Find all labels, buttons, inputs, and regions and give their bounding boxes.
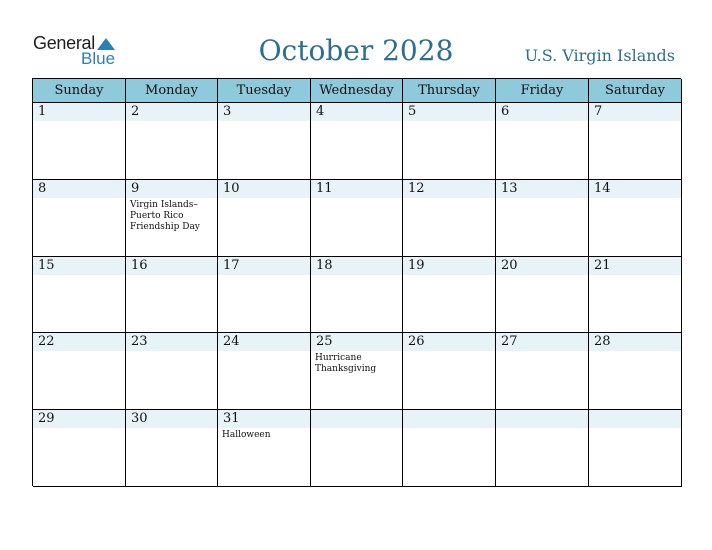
day-header-band (311, 410, 402, 428)
day-number: 16 (131, 258, 148, 273)
day-number: 27 (501, 334, 518, 349)
day-number: 5 (408, 104, 417, 119)
weekday-header: Thursday (403, 79, 496, 103)
day-header-band (403, 410, 495, 428)
day-header-band (33, 103, 125, 121)
day-cell (589, 333, 682, 410)
day-number: 7 (594, 104, 603, 119)
day-cell (218, 180, 311, 257)
day-header-band (311, 103, 402, 121)
day-header-band (126, 103, 217, 121)
day-cell (126, 257, 218, 333)
weekday-header: Friday (496, 79, 589, 103)
day-cell (33, 410, 126, 487)
day-cell (311, 180, 403, 257)
holiday-label: Hurricane Thanksgiving (315, 353, 377, 374)
day-cell (311, 103, 403, 180)
day-header-band (403, 103, 495, 121)
day-cell (496, 180, 589, 257)
logo-text-general: General (33, 33, 95, 53)
day-number: 24 (223, 334, 240, 349)
day-header-band (33, 180, 125, 198)
day-number: 28 (594, 334, 611, 349)
day-cell (218, 410, 311, 487)
day-cell (33, 257, 126, 333)
day-cell (496, 257, 589, 333)
day-header-band (496, 410, 588, 428)
day-cell (403, 103, 496, 180)
day-cell (218, 257, 311, 333)
day-cell (311, 410, 403, 487)
weekday-header: Wednesday (311, 79, 403, 103)
day-cell (496, 333, 589, 410)
day-cell (218, 103, 311, 180)
day-header-band (218, 103, 310, 121)
day-cell (33, 333, 126, 410)
weekday-header: Sunday (33, 79, 126, 103)
day-number: 22 (38, 334, 55, 349)
day-number: 9 (131, 181, 140, 196)
day-header-band (589, 410, 681, 428)
day-number: 11 (316, 181, 333, 196)
day-cell (311, 333, 403, 410)
day-cell (33, 180, 126, 257)
day-number: 31 (223, 411, 240, 426)
day-number: 3 (223, 104, 232, 119)
day-cell (403, 333, 496, 410)
day-number: 25 (316, 334, 333, 349)
weekday-header: Monday (126, 79, 218, 103)
day-number: 19 (408, 258, 425, 273)
day-number: 2 (131, 104, 140, 119)
day-header-band (589, 103, 681, 121)
day-cell (126, 180, 218, 257)
day-number: 17 (223, 258, 240, 273)
day-number: 4 (316, 104, 325, 119)
day-cell (589, 103, 682, 180)
day-header-band (126, 180, 217, 198)
day-cell (126, 103, 218, 180)
day-cell (403, 180, 496, 257)
day-number: 8 (38, 181, 47, 196)
calendar-grid (32, 78, 681, 486)
day-number: 6 (501, 104, 510, 119)
day-number: 12 (408, 181, 425, 196)
day-cell (403, 257, 496, 333)
day-number: 18 (316, 258, 333, 273)
day-cell (589, 180, 682, 257)
day-cell (589, 410, 682, 487)
day-number: 14 (594, 181, 611, 196)
logo-text-blue: Blue (81, 49, 116, 68)
day-cell (403, 410, 496, 487)
day-number: 29 (38, 411, 55, 426)
day-number: 21 (594, 258, 611, 273)
day-number: 15 (38, 258, 55, 273)
day-number: 20 (501, 258, 518, 273)
day-cell (496, 410, 589, 487)
day-cell (218, 333, 311, 410)
day-cell (33, 103, 126, 180)
country-label: U.S. Virgin Islands (524, 46, 675, 65)
day-cell (126, 410, 218, 487)
day-number: 13 (501, 181, 518, 196)
holiday-label: Halloween (222, 430, 271, 440)
day-number: 26 (408, 334, 425, 349)
day-number: 10 (223, 181, 240, 196)
day-cell (496, 103, 589, 180)
page-title: October 2028 (258, 34, 454, 67)
day-number: 23 (131, 334, 148, 349)
day-number: 30 (131, 411, 148, 426)
logo (33, 33, 133, 69)
day-cell (589, 257, 682, 333)
day-cell (126, 333, 218, 410)
day-number: 1 (38, 104, 47, 119)
weekday-header: Tuesday (218, 79, 311, 103)
holiday-label: Virgin Islands–Puerto Rico Friendship Day (130, 200, 200, 232)
weekday-header: Saturday (589, 79, 682, 103)
day-header-band (496, 103, 588, 121)
day-cell (311, 257, 403, 333)
